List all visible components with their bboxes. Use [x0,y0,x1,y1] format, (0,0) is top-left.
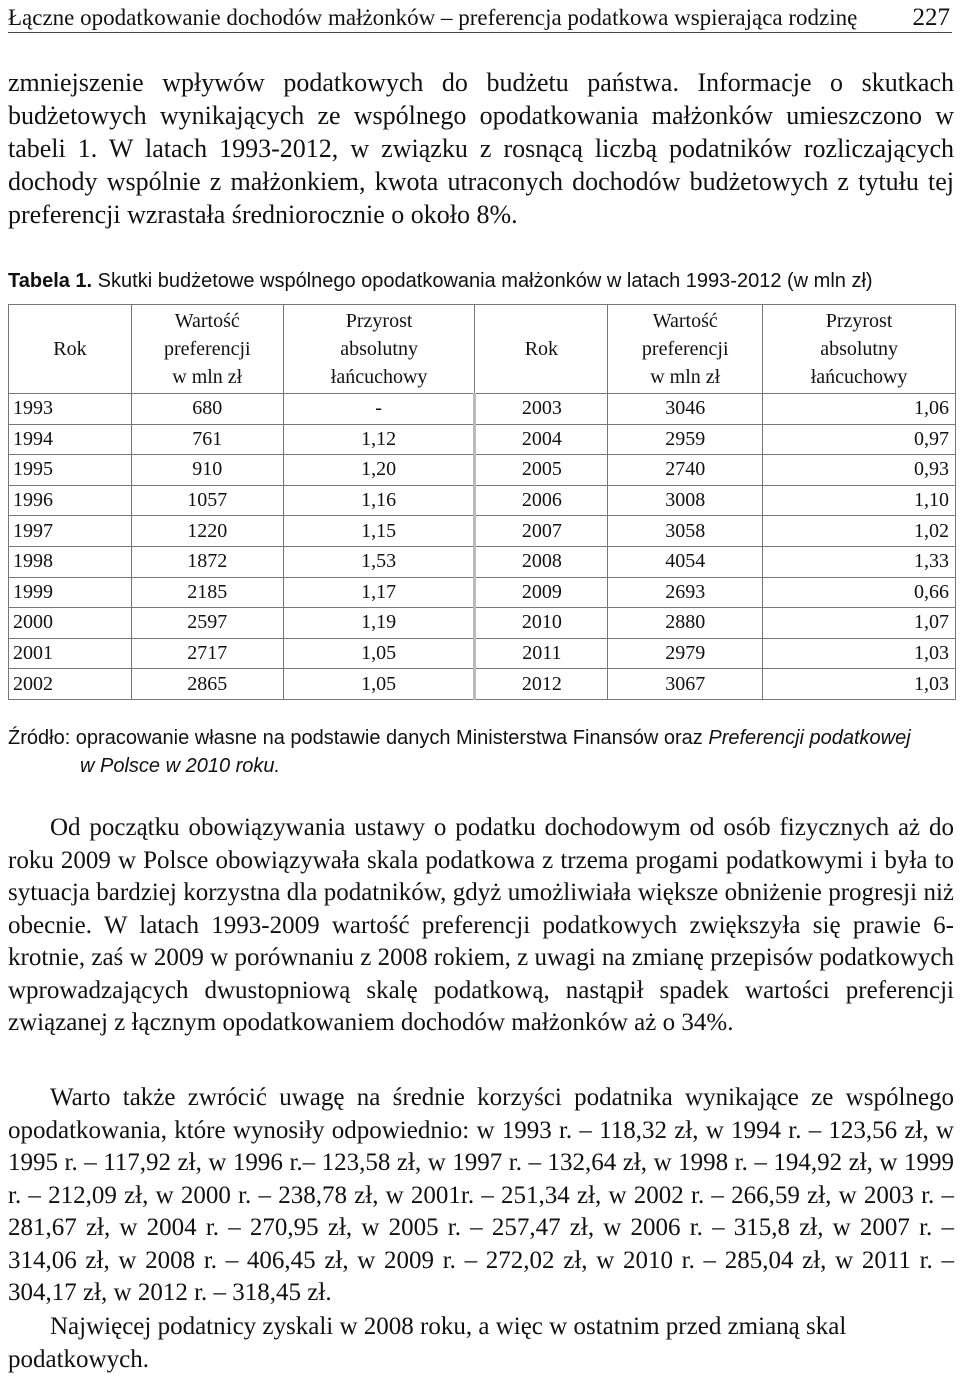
cell-value: 3058 [608,516,763,547]
cell-year: 1996 [9,485,132,516]
header-title: Łączne opodatkowanie dochodów małżonków – preferencja podatkowa wspierająca rodzinę [8,5,858,30]
cell-growth: 1,10 [763,485,956,516]
cell-value: 2979 [608,638,763,669]
header-wartosc: Wartość preferencji w mln zł [131,305,283,394]
header-wartosc-2: Wartość preferencji w mln zł [608,305,763,394]
header-rok: Rok [9,305,132,394]
cell-growth: 0,66 [763,577,956,608]
cell-value: 1872 [131,546,283,577]
cell-year: 1995 [9,455,132,486]
header-przyrost: Przyrost absolutny łańcuchowy [283,305,475,394]
table-row [9,455,956,486]
source-title-part-2: w Polsce w 2010 roku. [80,755,281,777]
table-row [9,638,956,669]
table-row [9,516,956,547]
cell-year: 2001 [9,638,132,669]
cell-growth: 1,07 [763,608,956,639]
cell-year: 2004 [475,424,608,455]
cell-growth: 1,20 [283,455,475,486]
table-caption-text: Skutki budżetowe wspólnego opodatkowania małżonków w latach 1993-2012 (w mln zł) [92,270,873,292]
cell-value: 2740 [608,455,763,486]
table-row [9,669,956,700]
paragraph-tax-scale: Od początku obowiązywania ustawy o podatku dochodowym od osób fizycznych aż do roku 2009 w Polsce obowiązywała skala podatkowa z trzema progami podatkowymi i była to sytuacja bardziej korzystna dla podatników, gdyż umożliwiała większe obniżenie progresji niż obecnie. W latach 1993-2009 wartość preferencji podatkowych zwiększyła się prawie 6-krotnie, zaś w 2009 w porównaniu z 2008 rokiem, z uwagi na zmianę przepisów podatkowych wprowadzających dwustopniową skalę podatkową, nastąpił spadek wartości preferencji związanej z łącznym opodatkowaniem dochodów małżonków aż o 34%. [8,814,954,1036]
table-row [9,577,956,608]
cell-year: 2012 [475,669,608,700]
cell-value: 2693 [608,577,763,608]
cell-value: 2959 [608,424,763,455]
cell-growth: 0,93 [763,455,956,486]
table-row [9,424,956,455]
cell-year: 2008 [475,546,608,577]
cell-year: 1994 [9,424,132,455]
cell-growth: 1,33 [763,546,956,577]
table-source-note [8,724,954,780]
cell-growth: 0,97 [763,424,956,455]
cell-value: 3046 [608,394,763,425]
cell-value: 1220 [131,516,283,547]
cell-value: 3008 [608,485,763,516]
cell-value: 4054 [608,546,763,577]
paragraph-average-benefits: Warto także zwrócić uwagę na średnie korzyści podatnika wynikające ze wspólnego opodatkowania, które wynosiły odpowiednio: w 1993 r. – 118,32 zł, w 1994 r. – 123,56 zł, w 1995 r. – 117,92 zł, w 1996 r.– 123,58 zł, w 1997 r. – 132,64 zł, w 1998 r. – 194,92 zł, w 1999 r. – 212,09 zł, w 2000 r. – 238,78 zł, w 2001r. – 251,34 zł, w 2002 r. – 266,59 zł, w 2003 r. – 281,67 zł, w 2004 r. – 270,95 zł, w 2005 r. – 257,47 zł, w 2006 r. – 315,8 zł, w 2007 r. – 314,06 zł, w 2008 r. – 406,45 zł, w 2009 r. – 272,02 zł, w 2010 r. – 285,04 zł, w 2011 r. – 304,17 zł, w 2012 r. – 318,45 zł. [8,1084,954,1306]
table-row [9,485,956,516]
table-header-row [9,305,956,394]
cell-year: 2007 [475,516,608,547]
cell-value: 2865 [131,669,283,700]
header-rok-2: Rok [475,305,608,394]
cell-value: 761 [131,424,283,455]
table-row [9,394,956,425]
cell-value: 2880 [608,608,763,639]
cell-growth: 1,06 [763,394,956,425]
table-caption [8,268,954,294]
cell-year: 1998 [9,546,132,577]
cell-value: 2185 [131,577,283,608]
cell-value: 910 [131,455,283,486]
cell-year: 2002 [9,669,132,700]
source-text: Źródło: opracowanie własne na podstawie danych Ministerstwa Finansów oraz [8,727,709,749]
table-caption-label: Tabela 1. [8,270,93,292]
paragraph-conclusion: Najwięcej podatnicy zyskali w 2008 roku, a więc w ostatnim przed zmianą skal podatkowych. [8,1313,847,1373]
cell-year: 1993 [9,394,132,425]
cell-growth: 1,05 [283,669,475,700]
page-number: 227 [912,4,950,31]
cell-growth: 1,19 [283,608,475,639]
cell-growth: 1,53 [283,546,475,577]
cell-growth: 1,17 [283,577,475,608]
cell-year: 2005 [475,455,608,486]
cell-value: 2717 [131,638,283,669]
running-header [8,2,952,33]
budget-effects-table [8,304,956,700]
source-title-part-1: Preferencji podatkowej [708,727,911,749]
cell-growth: 1,03 [763,669,956,700]
cell-value: 680 [131,394,283,425]
cell-year: 2011 [475,638,608,669]
header-przyrost-2: Przyrost absolutny łańcuchowy [763,305,956,394]
cell-year: 2003 [475,394,608,425]
table-row [9,608,956,639]
cell-growth: 1,02 [763,516,956,547]
cell-growth: 1,05 [283,638,475,669]
cell-growth: 1,03 [763,638,956,669]
cell-year: 2010 [475,608,608,639]
cell-value: 2597 [131,608,283,639]
cell-growth: 1,16 [283,485,475,516]
paragraph-intro: zmniejszenie wpływów podatkowych do budżetu państwa. Informacje o skutkach budżetowych wynikających ze wspólnego opodatkowania małżonków umieszczono w tabeli 1. W latach 1993-2012, w związku z rosnącą liczbą podatników rozliczających dochody wspólnie z małżonkiem, kwota utraconych dochodów budżetowych z tytułu tej preferencji wzrastała średniorocznie o około 8%. [8,68,954,229]
cell-year: 2000 [9,608,132,639]
cell-year: 1999 [9,577,132,608]
cell-growth: 1,12 [283,424,475,455]
cell-year: 1997 [9,516,132,547]
table-row [9,546,956,577]
cell-growth: 1,15 [283,516,475,547]
cell-growth: - [283,394,475,425]
cell-value: 3067 [608,669,763,700]
cell-value: 1057 [131,485,283,516]
cell-year: 2006 [475,485,608,516]
cell-year: 2009 [475,577,608,608]
